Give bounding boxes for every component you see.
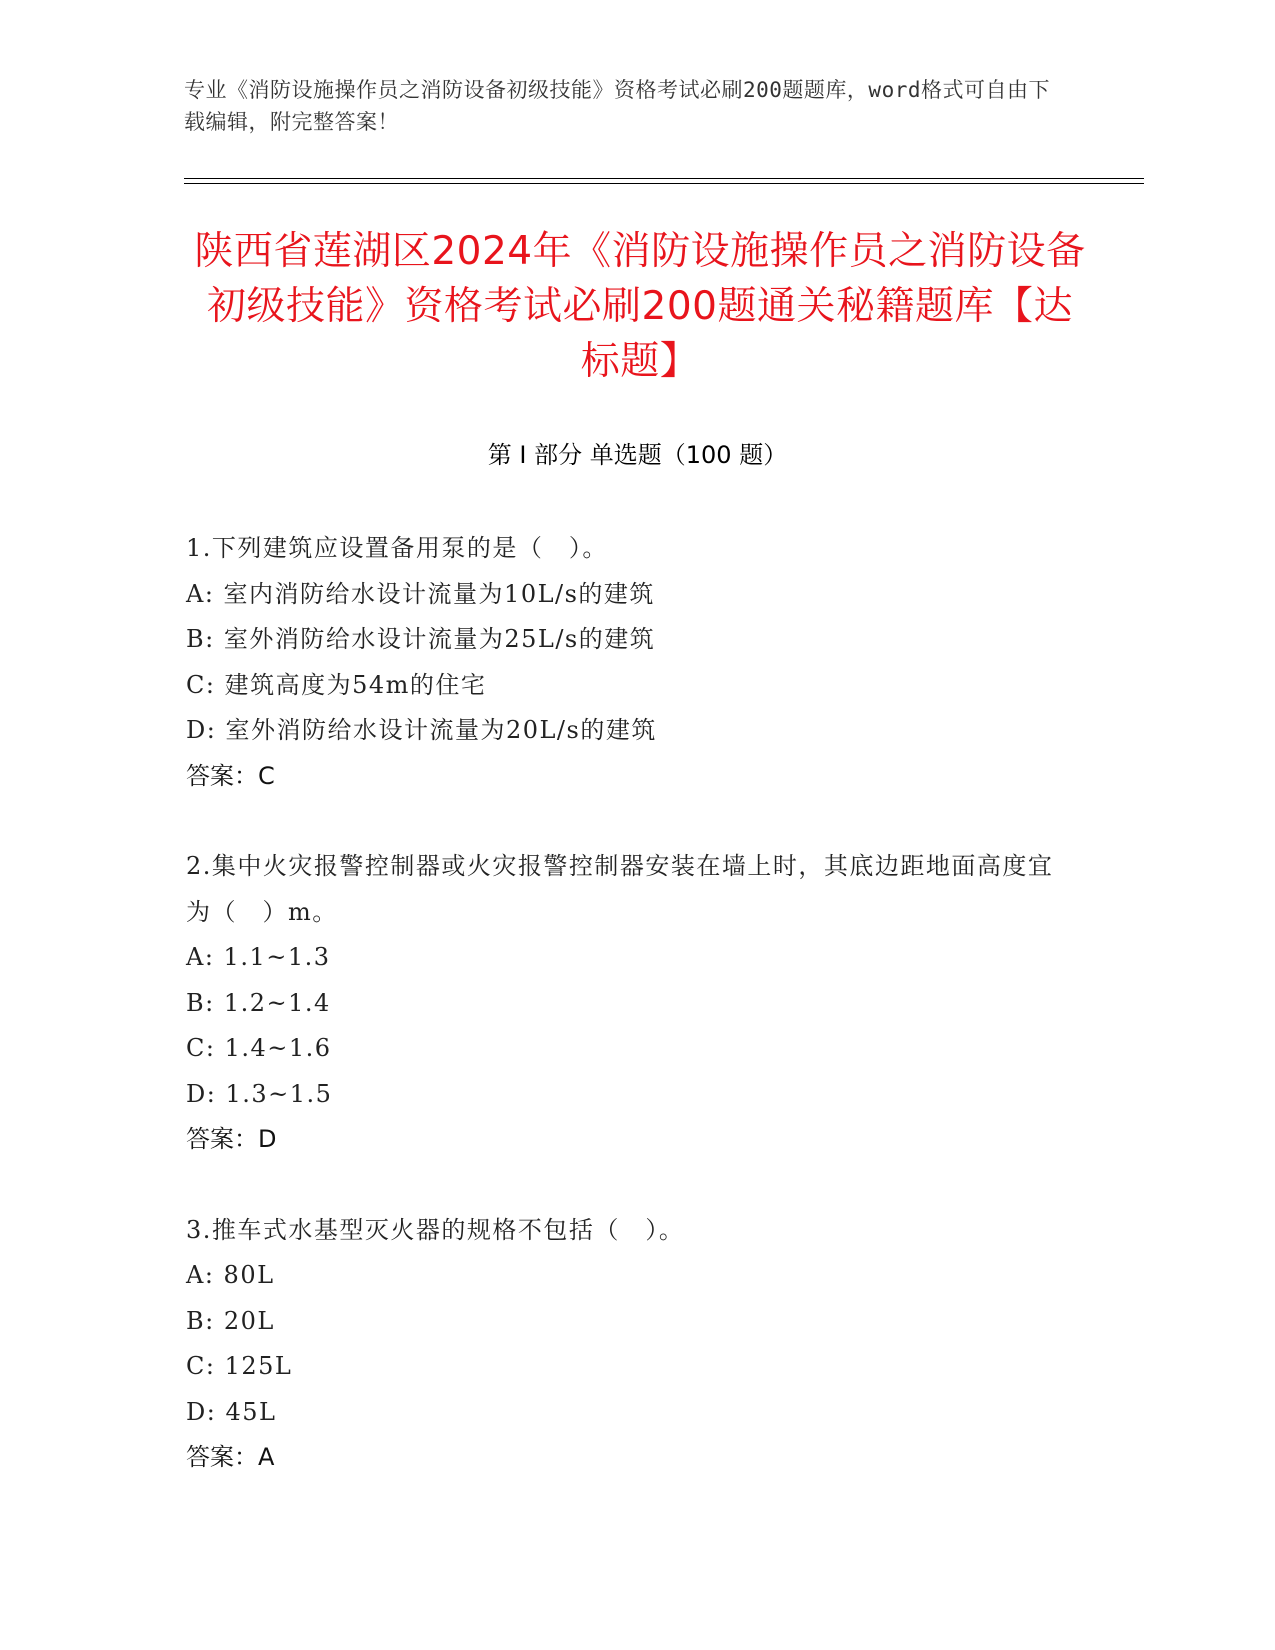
option-b: B: 20L <box>186 1306 275 1335</box>
section-title: 第 I 部分 单选题（100 题） <box>487 441 788 469</box>
question-item <box>186 526 1076 799</box>
option-d: D: 45L <box>186 1397 277 1426</box>
answer: 答案：C <box>186 761 275 790</box>
header-rule-top <box>184 178 1144 179</box>
option-c: C: 建筑高度为54m的住宅 <box>186 670 487 699</box>
document-title: 陕西省莲湖区2024年《消防设施操作员之消防设备初级技能》资格考试必刷200题通关秘籍题库【达标题】 <box>194 229 1086 384</box>
option-c: C: 125L <box>186 1352 293 1380</box>
question-item <box>186 1208 1076 1481</box>
option-d: D: 室外消防给水设计流量为20L/s的建筑 <box>186 716 657 744</box>
option-a: A: 80L <box>186 1261 275 1289</box>
answer: 答案：A <box>186 1443 275 1471</box>
option-d: D: 1.3~1.5 <box>186 1079 333 1108</box>
option-a: A: 1.1~1.3 <box>186 943 331 971</box>
option-b: B: 1.2~1.4 <box>186 988 331 1017</box>
answer: 答案：D <box>186 1125 277 1153</box>
option-b: B: 室外消防给水设计流量为25L/s的建筑 <box>186 625 656 653</box>
question-text: 2.集中火灾报警控制器或火灾报警控制器安装在墙上时，其底边距地面高度宜为（ ）m。 <box>186 852 1054 926</box>
question-list <box>186 526 1076 1526</box>
question-text: 3.推车式水基型灭火器的规格不包括（ ）。 <box>186 1215 685 1244</box>
question-item <box>186 844 1076 1163</box>
question-text: 1.下列建筑应设置备用泵的是（ ）。 <box>186 534 608 562</box>
header-rule-bottom <box>184 183 1144 184</box>
header-note: 专业《消防设施操作员之消防设备初级技能》资格考试必刷200题题库，word格式可自由下载编辑，附完整答案！ <box>184 78 1050 134</box>
option-a: A: 室内消防给水设计流量为10L/s的建筑 <box>186 579 655 608</box>
option-c: C: 1.4~1.6 <box>186 1034 332 1062</box>
